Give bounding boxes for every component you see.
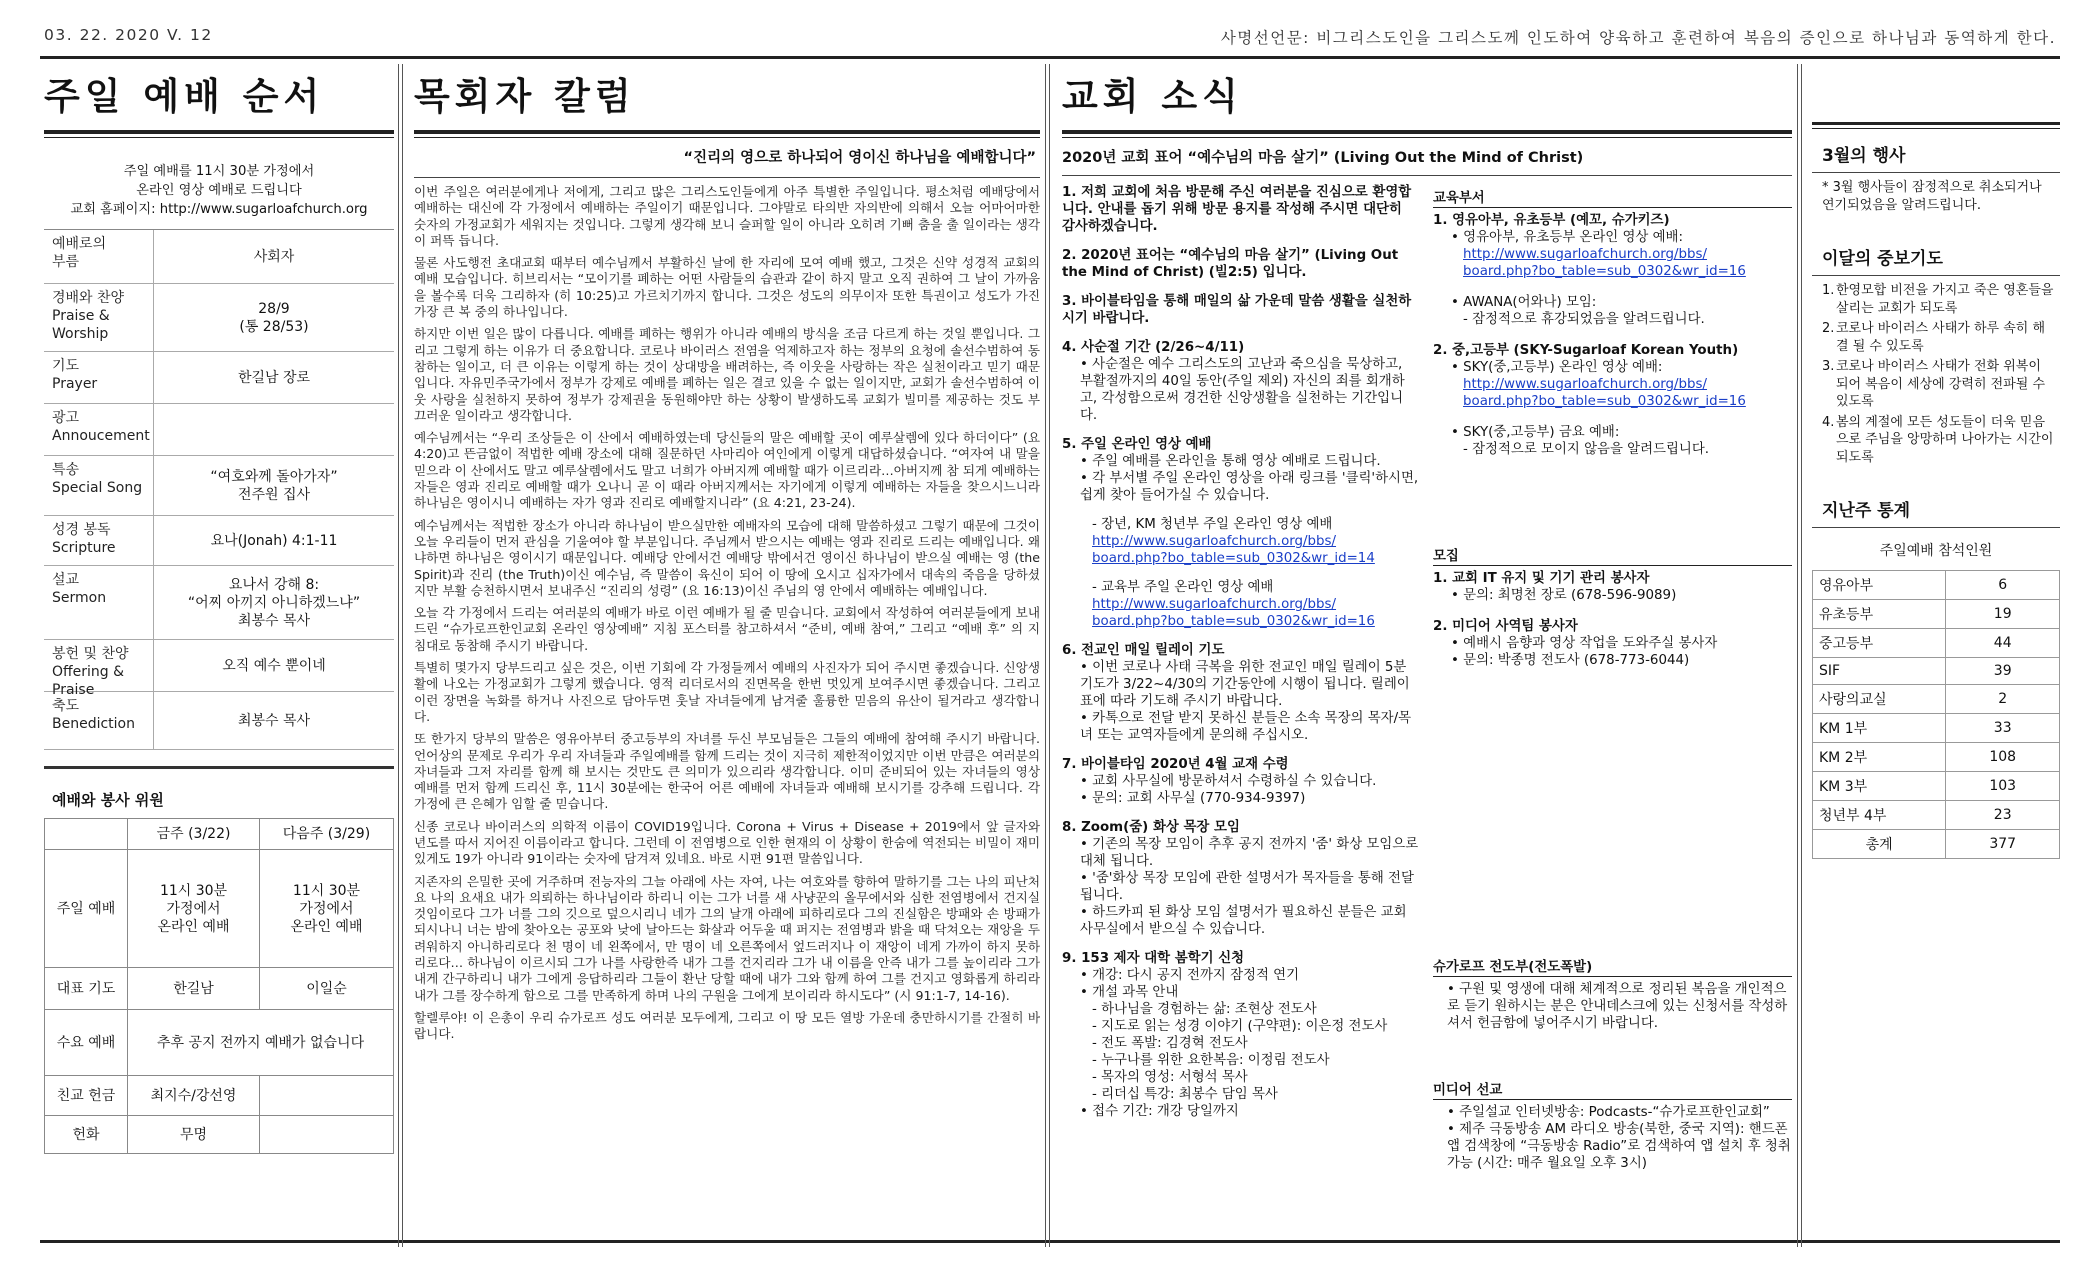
table-cell: 친교 헌금: [45, 1076, 128, 1116]
news-list: [1062, 184, 1427, 1172]
worship-order-label: [44, 404, 154, 455]
table-cell: 최지수/강선영: [128, 1076, 260, 1116]
news-item-bullet: • '줌'화상 목장 모임에 관한 설명서가 목자들을 통해 전달 됩니다.: [1080, 871, 1414, 903]
evangelism-text: • 구원 및 영생에 대해 체계적으로 정리된 복음을 개인적으로 듣기 원하시는 분은 안내데스크에 있는 신청서를 작성하셔서 헌금함에 넣어주시기 바랍니다.: [1447, 982, 1788, 1031]
column-subtitle: “진리의 영으로 하나되어 영이신 하나님을 예배합니다”: [683, 150, 1036, 166]
stat-label: 중고등부: [1813, 629, 1946, 658]
edu-item-title: 2. 중,고등부 (SKY-Sugarloaf Korean Youth): [1433, 343, 1739, 358]
news-item-bullet: • 카톡으로 전달 받지 못하신 분들은 소속 목장의 목자/목녀 또는 교역자들에게 문의해 주십시오.: [1080, 711, 1412, 743]
edu-bullet: • SKY(중,고등부) 온라인 영상 예배:: [1451, 360, 1663, 375]
table-row: [45, 1010, 394, 1076]
news-item-title: 4. 사순절 기간 (2/26~4/11): [1062, 340, 1245, 355]
stat-label: KM 2부: [1813, 743, 1946, 772]
section-rule: [1062, 130, 1792, 138]
worship-order-column: [44, 64, 394, 1243]
news-item: [1062, 819, 1419, 938]
news-item-bullet: - 누구나를 위한 요한복음: 이정림 전도사: [1092, 1053, 1330, 1068]
table-cell: 무명: [128, 1116, 260, 1154]
table-cell: 이일순: [259, 968, 393, 1010]
label-line: Prayer: [52, 376, 98, 392]
label-line: 광고: [52, 410, 80, 426]
news-item-bullet: • 주일 예배를 온라인을 통해 영상 예배로 드립니다.: [1080, 454, 1381, 469]
news-item-bullet: • 이번 코로나 사태 극복을 위한 전교인 매일 릴레이 5분 기도가 3/22~4/30의 기간동안에 시행이 됩니다. 릴레이 표에 따라 기도해 주시기 바랍니다.: [1080, 660, 1410, 709]
pastor-column-title: 목회자 칼럼: [414, 75, 636, 118]
stat-value: 6: [1946, 571, 2060, 600]
church-news-column: [1062, 64, 1792, 1243]
column-paragraph: 특별히 몇가지 당부드리고 싶은 것은, 이번 기회에 각 가정들께서 예배의 사진자가 되어 주시면 좋겠습니다. 신앙생활에 나오는 가정교회가 그렇게 했습니다. 영적 리더로서의 진면목을 한번 멋있게 보여주시면 좋겠습니다. 그리고 이런 장면을 녹화를 하거나 사진으로 담아두면 훗날 자녀들에게 남겨줄 훌륭한 믿음의 유산이 될거라고 생각합니다.: [414, 660, 1040, 724]
stat-value: 108: [1946, 743, 2060, 772]
service-committee-title: 예배와 봉사 위원: [52, 791, 164, 809]
label-line: 봉헌 및 찬양: [52, 646, 129, 662]
news-item-title: 3. 바이블타임을 통해 매일의 삶 가운데 말씀 생활을 실천하시기 바랍니다.: [1062, 294, 1412, 326]
worship-order-value: [154, 640, 394, 691]
stat-value: 39: [1946, 658, 2060, 685]
prayer-number: 4.: [1822, 414, 1835, 430]
label-line: 설교: [52, 572, 80, 588]
worship-order-value: [154, 692, 394, 749]
edu-bullet: - 잠정적으로 휴강되었음을 알려드립니다.: [1463, 312, 1705, 327]
news-item: [1062, 436, 1419, 630]
label-line: Praise &: [52, 308, 110, 324]
worship-order-value: [154, 566, 394, 639]
news-item-title: 2. 2020년 표어는 “예수님의 마음 살기” (Living Out the Mind of Christ) (빌2:5) 입니다.: [1062, 248, 1399, 280]
news-item-bullet: • 각 부서별 주일 온라인 영상을 아래 링크를 '클릭'하시면, 쉽게 찾아 들어가실 수 있습니다.: [1080, 471, 1419, 503]
attendance-table: [1812, 570, 2060, 859]
video-link[interactable]: http://www.sugarloafchurch.org/bbs/: [1092, 534, 1337, 549]
video-link[interactable]: http://www.sugarloafchurch.org/bbs/: [1463, 377, 1708, 392]
table-row: [1813, 658, 2060, 685]
column-paragraph: 하지만 이번 일은 많이 다릅니다. 예배를 폐하는 행위가 아니라 예배의 방식을 조금 다르게 하는 것일 뿐입니다. 그리고 그렇게 하는 이유가 더 중요합니다. 코로나 바이러스 전염을 억제하고자 하는 정부의 요청에 솔선수범하여 동참하는 일이고, 더 큰 이유는 이렇게 하는 것이 상대방을 배려하는, 즉 이웃을 사랑하는 작은 실천이라고 믿기 때문입니다. 자유민주국가에서 정부가 강제로 예배를 폐하는 일은 결코 있을 수 없는 일이지만, 교회가 솔선수범하여 이웃 사랑을 실천하지 못하여 정부가 강제권을 동원해야만 하는 상황이 발생하도록 교회가 빌미를 제공하는 것도 부끄러운 일이라고 생각합니다.: [414, 326, 1040, 423]
news-item-bullet: • 개설 과목 안내: [1080, 985, 1179, 1000]
link-caption: - 장년, KM 청년부 주일 온라인 영상 예배: [1092, 517, 1333, 532]
church-motto: 2020년 교회 표어 “예수님의 마음 살기” (Living Out the Mind of Christ): [1062, 150, 1584, 166]
table-cell: [259, 1076, 393, 1116]
prayer-number: 1.: [1822, 283, 1835, 298]
worship-order-row: [44, 456, 394, 516]
table-row: [45, 1076, 394, 1116]
column-body: [414, 177, 1040, 1043]
table-cell: 수요 예배: [45, 1010, 128, 1076]
value-line: 최봉수 목사: [237, 612, 311, 629]
value-line: 요나(Jonah) 4:1-11: [210, 532, 338, 549]
news-item-bullet: - 전도 폭발: 김경혁 전도사: [1092, 1036, 1248, 1051]
news-item-bullet: • 교회 사무실에 방문하셔서 수령하실 수 있습니다.: [1080, 774, 1377, 789]
edu-bullet: • 영유아부, 유초등부 온라인 영상 예배:: [1451, 230, 1683, 245]
value-line: 한길남 장로: [237, 369, 311, 386]
table-cell: 대표 기도: [45, 968, 128, 1010]
table-cell: 11시 30분 가정에서 온라인 예배: [259, 850, 393, 968]
table-row: [45, 1116, 394, 1154]
label-line: 경배와 찬양: [52, 290, 125, 306]
label-line: 특송: [52, 462, 80, 478]
news-item-bullet: - 지도로 읽는 성경 이야기 (구약편): 이은정 전도사: [1092, 1019, 1388, 1034]
column-paragraph: 물론 사도행전 초대교회 때부터 예수님께서 부활하신 날에 한 자리에 모여 예배 했고, 그것은 신약 성경적 교회의 예배 모습입니다. 히브리서는 “모이기를 폐하는 어떤 사람들의 습관과 같이 하지 말고 오직 권하여 그 날이 가까움을 볼수록 더욱 그리하자 (히 10:25)고 가르치기까지 합니다. 그것은 성도의 의무이자 또한 특권이고 성도가 가진 가장 큰 복 중의 하나입니다.: [414, 255, 1040, 320]
table-row: [1813, 571, 2060, 600]
notice-line: 주일 예배를 11시 30분 가정에서: [123, 164, 315, 179]
worship-order-list: [44, 230, 394, 750]
table-row: [1813, 629, 2060, 658]
stat-label: SIF: [1813, 658, 1946, 685]
worship-order-label: [44, 284, 154, 351]
label-line: 기도: [52, 358, 80, 374]
media-bullet: • 제주 극동방송 AM 라디오 방송(북한, 중국 지역): 핸드폰 앱 검색창에 “극동방송 Radio”로 검색하여 앱 설치 후 청취 가능 (시간: 매주 월요일 오후 3시): [1447, 1122, 1791, 1171]
video-link[interactable]: http://www.sugarloafchurch.org/bbs/: [1463, 247, 1708, 262]
news-item: [1062, 339, 1419, 424]
worship-order-value: [154, 284, 394, 351]
worship-order-label: [44, 566, 154, 639]
online-notice: [44, 146, 394, 230]
stat-label: KM 3부: [1813, 772, 1946, 801]
evangelism-heading: 슈가로프 전도부(전도폭발): [1433, 959, 1792, 977]
news-item: [1062, 184, 1419, 235]
news-item: [1062, 756, 1419, 807]
column-paragraph: 오늘 각 가정에서 드리는 여러분의 예배가 바로 이런 예배가 될 줄 믿습니다. 교회에서 작성하여 여러분들에게 보내드린 “슈가로프한인교회 온라인 영상예배” 지침 포스터를 참고하셔서 “준비, 예배 참여,” 그리고 “예배 후” 의 지침대로 동참해 주시기 바랍니다.: [414, 605, 1040, 653]
news-item-title: 8. Zoom(줌) 화상 목장 모임: [1062, 820, 1240, 835]
worship-order-value: [154, 230, 394, 283]
news-item-title: 6. 전교인 매일 릴레이 기도: [1062, 643, 1225, 658]
worship-order-row: [44, 284, 394, 352]
recruit-bullet: • 문의: 최명천 장로 (678-596-9089): [1451, 588, 1677, 603]
stats-title: 지난주 통계: [1822, 501, 1911, 521]
value-line: 오직 예수 뿐이네: [222, 657, 326, 674]
stat-label: KM 1부: [1813, 714, 1946, 743]
page-header: [44, 26, 2056, 56]
table-row: [1813, 685, 2060, 714]
recruit-bullet: • 문의: 박종명 전도사 (678-773-6044): [1451, 653, 1690, 668]
table-header-row: [45, 819, 394, 850]
table-cell: 추후 공지 전까지 예배가 없습니다: [128, 1010, 394, 1076]
worship-order-label: [44, 692, 154, 749]
news-item-bullet: • 개강: 다시 공지 전까지 잠정적 연기: [1080, 968, 1300, 983]
prayer-item: [1822, 414, 2054, 467]
table-row: [1813, 600, 2060, 629]
stat-label: 사랑의교실: [1813, 685, 1946, 714]
column-paragraph: 신종 코로나 바이러스의 의학적 이름이 COVID19입니다. Corona + Virus + Disease + 2019에서 앞 글자와 년도를 따서 지어진 이름이라고 합니다. 그런데 이 전염병으로 인한 현재의 이 상황이 한숨에 역전되는 비밀이 재미있게도 19가 아니라 91이라는 숫자에 담겨져 있네요. 바로 시편 91편 말씀입니다.: [414, 818, 1040, 867]
value-line: 요나서 강해 8:: [228, 576, 320, 593]
church-news-title: 교회 소식: [1062, 75, 1243, 118]
stats-caption: 주일예배 참석인원: [1812, 527, 2060, 570]
label-line: Worship: [52, 326, 109, 342]
table-header: 금주 (3/22): [128, 819, 260, 850]
label-line: Special Song: [52, 480, 143, 496]
worship-order-row: [44, 566, 394, 640]
stat-value: 19: [1946, 600, 2060, 629]
worship-order-value: [154, 404, 394, 455]
recruit-bullet: • 예배시 음향과 영상 작업을 도와주실 봉사자: [1451, 636, 1718, 651]
label-line: Annoucement: [52, 428, 150, 444]
value-line: “여호와께 돌아가자”: [210, 468, 338, 485]
edu-bullet: • SKY(중,고등부) 금요 예배:: [1451, 425, 1620, 440]
column-paragraph: 할렐루야! 이 은총이 우리 슈가로프 성도 여러분 모두에게, 그리고 이 땅 모든 열방 가운데 충만하시기를 간절히 바랍니다.: [414, 1009, 1040, 1042]
prayer-number: 3.: [1822, 359, 1835, 374]
prayer-item: [1822, 358, 2054, 411]
label-line: 예배로의: [52, 236, 107, 252]
table-row: [1813, 830, 2060, 859]
worship-order-title: 주일 예배 순서: [44, 75, 325, 118]
worship-order-value: [154, 456, 394, 515]
news-item-title: 9. 153 제자 대학 봄학기 신청: [1062, 951, 1245, 966]
worship-order-label: [44, 230, 154, 283]
stat-value: 103: [1946, 772, 2060, 801]
column-divider: [398, 64, 403, 1247]
service-committee-table: [44, 818, 394, 1154]
video-link[interactable]: http://www.sugarloafchurch.org/bbs/: [1092, 597, 1337, 612]
table-row: [45, 968, 394, 1010]
prayer-list: [1812, 282, 2060, 466]
label-line: Offering & Praise: [52, 664, 125, 698]
column-divider: [1045, 64, 1050, 1247]
media-bullet: • 주일설교 인터넷방송: Podcasts-“슈가로프한인교회”: [1447, 1105, 1770, 1120]
prayer-number: 2.: [1822, 321, 1835, 336]
sidebar-column: [1812, 64, 2060, 1243]
stat-label: 영유아부: [1813, 571, 1946, 600]
column-paragraph: 이번 주일은 여러분에게나 저에게, 그리고 많은 그리스도인들에게 아주 특별한 주일입니다. 평소처럼 예배당에서 예배하는 대신에 각 가정에서 예배하는 주일이기 때문입니다. 그야말로 타의반 자의반에 의해서 오늘 어마어마한 숫자의 가정교회가 세워지는 것입니다. 그렇게 생각해 보니 슬퍼할 일이 아니라 오히려 기뻐 춤을 출 일이라는 생각이 퍼뜩 듭니다.: [414, 184, 1040, 248]
value-line: 사회자: [253, 248, 295, 265]
table-cell: 헌화: [45, 1116, 128, 1154]
link-caption: - 교육부 주일 온라인 영상 예배: [1092, 580, 1274, 595]
stat-label: 유초등부: [1813, 600, 1946, 629]
table-cell: [259, 1116, 393, 1154]
video-link[interactable]: board.php?bo_table=sub_0302&wr_id=16: [1092, 614, 1375, 629]
label-line: 성경 봉독: [52, 522, 111, 538]
worship-order-value: [154, 352, 394, 403]
recruit-item-title: 2. 미디어 사역팀 봉사자: [1433, 619, 1578, 634]
news-item-bullet: • 기존의 목장 모임이 추후 공지 전까지 '줌' 화상 모임으로 대체 됩니다.: [1080, 837, 1419, 869]
news-item-bullet: - 목자의 영성: 서형석 목사: [1092, 1070, 1248, 1085]
section-rule: [1812, 122, 2060, 129]
worship-order-row: [44, 230, 394, 284]
label-line: Scripture: [52, 540, 116, 556]
worship-order-value: [154, 516, 394, 565]
top-rule: [40, 56, 2060, 59]
recruit-heading: 모집: [1433, 548, 1792, 566]
news-item-bullet: • 하드카피 된 화상 모임 설명서가 필요하신 분들은 교회 사무실에서 받으실 수 있습니다.: [1080, 905, 1407, 937]
table-header: [45, 819, 128, 850]
news-item: [1062, 642, 1419, 744]
edu-item-title: 1. 영유아부, 유초등부 (예꼬, 슈가키즈): [1433, 213, 1670, 228]
table-row: [45, 850, 394, 968]
edu-bullet: - 잠정적으로 모이지 않음을 알려드립니다.: [1463, 442, 1710, 457]
worship-order-label: [44, 456, 154, 515]
prayer-text: 코로나 바이러스 사태가 전화 위복이 되어 복음이 세상에 강력히 전파될 수 있도록: [1836, 359, 2046, 409]
news-item-bullet: • 문의: 교회 사무실 (770-934-9397): [1080, 791, 1306, 806]
prayer-item: [1822, 320, 2054, 355]
table-cell: 한길남: [128, 968, 260, 1010]
edu-bullet: • AWANA(어와나) 모임:: [1451, 295, 1597, 310]
label-line: Sermon: [52, 590, 107, 606]
label-line: 부름: [52, 254, 80, 270]
table-header: 다음주 (3/29): [259, 819, 393, 850]
video-link[interactable]: board.php?bo_table=sub_0302&wr_id=16: [1463, 264, 1746, 279]
table-row: [1813, 743, 2060, 772]
table-row: [1813, 714, 2060, 743]
value-line: 28/9: [258, 300, 290, 317]
table-cell: 11시 30분 가정에서 온라인 예배: [128, 850, 260, 968]
prayer-item: [1822, 282, 2054, 317]
news-item: [1062, 293, 1419, 327]
worship-order-row: [44, 692, 394, 750]
video-link[interactable]: board.php?bo_table=sub_0302&wr_id=16: [1463, 394, 1746, 409]
label-line: Benediction: [52, 716, 135, 732]
news-item-title: 5. 주일 온라인 영상 예배: [1062, 437, 1212, 452]
label-line: 축도: [52, 698, 80, 714]
value-line: “어찌 아끼지 아니하겠느냐”: [187, 594, 361, 611]
recruit-item-title: 1. 교회 IT 유지 및 기기 관리 봉사자: [1433, 571, 1650, 586]
prayer-text: 한영모합 비전을 가지고 죽은 영혼들을 살리는 교회가 되도록: [1836, 283, 2054, 316]
section-rule: [414, 130, 1040, 138]
column-paragraph: 지존자의 은밀한 곳에 거주하며 전능자의 그늘 아래에 사는 자여, 나는 여호와를 향하여 말하기를 그는 나의 피난처요 나의 요새요 내가 의뢰하는 하나님이라 하리니 이는 그가 너를 새 사냥꾼의 올무에서와 심한 전염병에서 건지실 것임이로다 그가 너를 그의 깃으로 덮으시리니 네가 그의 날개 아래에 피하리로다 그의 진실함은 방패와 손 방패가 되시나니 너는 밤에 찾아오는 공포와 낮에 날아드는 화살과 어두울 때 퍼지는 전염병과 밝을 때 닥쳐오는 재앙을 두려워하지 아니하리로다 천 명이 네 왼쪽에서, 만 명이 네 오른쪽에서 엎드러지나 이 재앙이 네게 가까이 하지 못하리로다… 하나님이 이르시되 그가 나를 사랑한즉 내가 그를 건지리라 그가 내 이름을 안즉 내가 그를 높이리라 그가 내게 간구하리니 내가 그에게 응답하리라 그들이 환난 당할 때에 내가 그와 함께 하여 그를 건지고 영화롭게 하리라 내가 그를 장수하게 함으로 그를 만족하게 하며 나의 구원을 그에게 보이리라 하시도다” (시 91:1-7, 14-16).: [414, 873, 1040, 1003]
worship-order-label: [44, 516, 154, 565]
worship-order-row: [44, 640, 394, 698]
stat-value: 33: [1946, 714, 2060, 743]
worship-order-label: [44, 352, 154, 403]
news-item: [1062, 247, 1419, 281]
pastor-column: [414, 64, 1040, 1243]
news-item-title: 1. 저희 교회에 처음 방문해 주신 여러분을 진심으로 환영합니다. 안내를 돕기 위해 방문 용지를 작성해 주시면 대단히 감사하겠습니다.: [1062, 185, 1412, 234]
prayer-title: 이달의 중보기도: [1822, 249, 1943, 269]
stat-value: 377: [1946, 830, 2060, 859]
issue-date: 03. 22. 2020 V. 12: [44, 26, 213, 44]
news-item: [1062, 950, 1419, 1120]
worship-order-row: [44, 352, 394, 404]
column-divider: [1797, 64, 1802, 1247]
stat-label: 청년부 4부: [1813, 801, 1946, 830]
stat-value: 44: [1946, 629, 2060, 658]
section-rule: [44, 130, 394, 138]
prayer-text: 코로나 바이러스 사태가 하루 속히 해결 될 수 있도록: [1836, 321, 2046, 354]
column-paragraph: 또 한가지 당부의 말씀은 영유아부터 중고등부의 자녀를 두신 부모님들은 그들의 예배에 참여해 주시기 바랍니다. 언어상의 문제로 우리가 우리 자녀들과 주일예배를 함께 드리는 것이 지극히 제한적이었지만 이번 만큼은 여러분의 자녀들과 그저 자리를 함께 해 보시는 것만도 큰 의미가 있으리라 생각합니다. 이미 준비되어 있는 자녀들의 영상 예배를 먼저 함께 드리신 후, 11시 30분에는 한국어 어른 예배에 자녀들과 예배해 보시기를 강추해 드립니다. 각 가정에 큰 은혜가 임할 줄 믿습니다.: [414, 731, 1040, 812]
news-item-bullet: • 접수 기간: 개강 당일까지: [1080, 1104, 1239, 1119]
stat-value: 23: [1946, 801, 2060, 830]
department-news: [1427, 184, 1792, 1172]
notice-line: 온라인 영상 예배로 드립니다: [136, 183, 302, 198]
news-item-title: 7. 바이블타임 2020년 4월 교재 수령: [1062, 757, 1289, 772]
homepage-link[interactable]: 교회 홈페이지: http://www.sugarloafchurch.org: [70, 202, 368, 217]
news-item-bullet: - 하나님을 경험하는 삶: 조현상 전도사: [1092, 1002, 1317, 1017]
stat-value: 2: [1946, 685, 2060, 714]
mission-statement: 사명선언문: 비그리스도인을 그리스도께 인도하여 양육하고 훈련하여 복음의 증인으로 하나님과 동역하게 한다.: [1220, 29, 2056, 47]
value-line: 최봉수 목사: [237, 712, 311, 729]
table-row: [1813, 801, 2060, 830]
column-paragraph: 예수님께서는 “우리 조상들은 이 산에서 예배하였는데 당신들의 말은 예배할 곳이 예루살렘에 있다 하더이다” (요 4:20)고 뜬금없이 적법한 예배 장소에 대해 질문하던 사마리아 여인에게 이렇게 대답하셨습니다. “여자여 내 말을 믿으라 이 산에서도 말고 예루살렘에서도 말고 너희가 아버지께 예배할 때가 이르리라…아버지께 참 되게 예배하는 자들은 영과 진리로 예배할 때가 오나니 곧 이 때라 아버지께서는 자기에게 이렇게 예배하는 자들을 찾으시느니라 하나님은 영이시니 예배하는 자가 영과 진리로 예배할지니라” (요 4:21, 23-24).: [414, 430, 1040, 511]
stat-label: 총계: [1813, 830, 1946, 859]
worship-order-row: [44, 404, 394, 456]
events-title: 3월의 행사: [1822, 146, 1906, 166]
table-row: [1813, 772, 2060, 801]
prayer-text: 봄의 계절에 모든 성도들이 더욱 믿음으로 주님을 앙망하며 나아가는 시간이 되도록: [1836, 414, 2054, 465]
column-paragraph: 예수님께서는 적법한 장소가 아니라 하나님이 받으실만한 예배자의 모습에 대해 말씀하셨고 그렇기 때문에 그것이 오늘 우리들이 먼저 관심을 기울여야 할 부분입니다. 주님께서 받으시는 예배는 영과 진리로 드리는 예배입니다. 왜냐하면 하나님은 영이시기 때문입니다. 예배당 안에서건 예배당 밖에서건 영이신 하나님이 받으실 예배는 영 (the Spirit)과 진리 (the Truth)이신 예수님, 즉 말씀이 육신이 되어 이 땅에 오시고 십자가에서 대속의 죽음을 당하셨지만 부활 승천하시면서 보내주신 “진리의 성령” (요 16:13)이신 주님의 영 안에서 예배하는 예배입니다.: [414, 517, 1040, 598]
worship-order-label: [44, 640, 154, 698]
news-item-bullet: • 사순절은 예수 그리스도의 고난과 죽으심을 묵상하고, 부활절까지의 40일 동안(주일 제외) 자신의 죄를 회개하고, 각성함으로써 경건한 신앙생활을 실천하는 기간입니다.: [1080, 357, 1405, 423]
worship-order-row: [44, 516, 394, 566]
value-line: 전주원 집사: [237, 486, 311, 503]
news-item-bullet: - 리더십 특강: 최봉수 담임 목사: [1092, 1087, 1278, 1102]
divider: [44, 766, 394, 769]
value-line: (통 28/53): [239, 318, 309, 335]
media-heading: 미디어 선교: [1433, 1082, 1792, 1100]
video-link[interactable]: board.php?bo_table=sub_0302&wr_id=14: [1092, 551, 1375, 566]
education-heading: 교육부서: [1433, 190, 1792, 208]
table-cell: 주일 예배: [45, 850, 128, 968]
events-note: * 3월 행사들이 잠정적으로 취소되거나 연기되었음을 알려드립니다.: [1812, 172, 2060, 214]
